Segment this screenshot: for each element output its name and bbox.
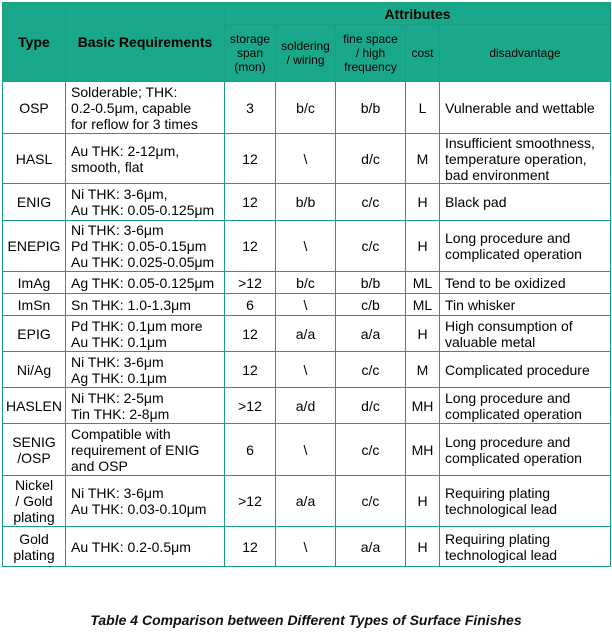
row-cost: H [406,476,440,527]
header-basic-requirements: Basic Requirements [66,3,225,82]
header-cost: cost [406,25,440,82]
row-storage-span: 12 [225,527,276,567]
header-soldering-wiring: soldering / wiring [276,25,336,82]
row-storage-span: 12 [225,184,276,221]
row-disadvantage: Requiring plating technological lead [440,527,611,567]
row-type: Gold plating [3,527,66,567]
row-type: SENIG /OSP [3,424,66,476]
row-storage-span: >12 [225,476,276,527]
table-row [3,294,611,316]
row-storage-span: 12 [225,316,276,352]
row-disadvantage: Tend to be oxidized [440,272,611,294]
row-type: ENEPIG [3,221,66,272]
row-fine-space: c/c [336,352,406,388]
row-storage-span: 3 [225,82,276,134]
row-cost: H [406,221,440,272]
row-fine-space: c/c [336,476,406,527]
row-storage-span: >12 [225,388,276,424]
row-fine-space: a/a [336,316,406,352]
row-basic-requirements: Ni THK: 3-6μm Au THK: 0.03-0.10μm [66,476,225,527]
row-cost: M [406,352,440,388]
table-row [3,476,611,527]
table-row [3,527,611,567]
row-fine-space: c/c [336,221,406,272]
header-storage-span: storage span (mon) [225,25,276,82]
row-type: ENIG [3,184,66,221]
row-disadvantage: Complicated procedure [440,352,611,388]
row-cost: MH [406,388,440,424]
header-disadvantage: disadvantage [440,25,611,82]
header-attributes: Attributes [225,3,611,25]
row-fine-space: d/c [336,134,406,184]
row-basic-requirements: Au THK: 2-12μm, smooth, flat [66,134,225,184]
table-row [3,184,611,221]
row-storage-span: 12 [225,352,276,388]
row-storage-span: 12 [225,221,276,272]
row-type: Ni/Ag [3,352,66,388]
row-cost: ML [406,294,440,316]
row-storage-span: >12 [225,272,276,294]
row-fine-space: b/b [336,272,406,294]
row-disadvantage: Insufficient smoothness, temperature operation, bad environment [440,134,611,184]
row-type: EPIG [3,316,66,352]
row-soldering-wiring: \ [276,134,336,184]
row-type: ImSn [3,294,66,316]
table-row [3,221,611,272]
row-soldering-wiring: b/b [276,184,336,221]
row-disadvantage: Long procedure and complicated operation [440,388,611,424]
row-disadvantage: Vulnerable and wettable [440,82,611,134]
table-row [3,388,611,424]
row-basic-requirements: Compatible with requirement of ENIG and OSP [66,424,225,476]
table-row [3,424,611,476]
row-storage-span: 6 [225,424,276,476]
row-cost: ML [406,272,440,294]
row-basic-requirements: Ni THK: 3-6μm Pd THK: 0.05-0.15μm Au THK: 0.025-0.05μm [66,221,225,272]
row-soldering-wiring: a/a [276,316,336,352]
row-soldering-wiring: b/c [276,82,336,134]
row-soldering-wiring: a/a [276,476,336,527]
row-basic-requirements: Pd THK: 0.1μm more Au THK: 0.1μm [66,316,225,352]
row-type: HASL [3,134,66,184]
row-soldering-wiring: b/c [276,272,336,294]
row-cost: H [406,527,440,567]
row-type: OSP [3,82,66,134]
row-disadvantage: Long procedure and complicated operation [440,221,611,272]
table-row [3,134,611,184]
row-cost: MH [406,424,440,476]
row-type: HASLEN [3,388,66,424]
table-row [3,82,611,134]
row-disadvantage: Tin whisker [440,294,611,316]
row-soldering-wiring: a/d [276,388,336,424]
row-fine-space: c/b [336,294,406,316]
row-basic-requirements: Ni THK: 2-5μm Tin THK: 2-8μm [66,388,225,424]
surface-finish-table [2,2,611,567]
row-disadvantage: Long procedure and complicated operation [440,424,611,476]
table-row [3,316,611,352]
row-basic-requirements: Ni THK: 3-6μm, Au THK: 0.05-0.125μm [66,184,225,221]
row-cost: H [406,316,440,352]
row-type: ImAg [3,272,66,294]
row-fine-space: a/a [336,527,406,567]
row-disadvantage: Requiring plating technological lead [440,476,611,527]
row-fine-space: c/c [336,184,406,221]
row-basic-requirements: Solderable; THK: 0.2-0.5μm, capable for reflow for 3 times [66,82,225,134]
row-basic-requirements: Au THK: 0.2-0.5μm [66,527,225,567]
table-caption: Table 4 Comparison between Different Types of Surface Finishes [90,612,522,628]
row-cost: M [406,134,440,184]
table-row [3,272,611,294]
row-basic-requirements: Ni THK: 3-6μm Ag THK: 0.1μm [66,352,225,388]
header-fine-space: fine space / high frequency [336,25,406,82]
row-basic-requirements: Sn THK: 1.0-1.3μm [66,294,225,316]
row-cost: L [406,82,440,134]
row-storage-span: 6 [225,294,276,316]
row-disadvantage: High consumption of valuable metal [440,316,611,352]
row-soldering-wiring: \ [276,424,336,476]
row-basic-requirements: Ag THK: 0.05-0.125μm [66,272,225,294]
row-cost: H [406,184,440,221]
row-soldering-wiring: \ [276,294,336,316]
row-type: Nickel / Gold plating [3,476,66,527]
row-fine-space: d/c [336,388,406,424]
row-soldering-wiring: \ [276,352,336,388]
table-row [3,352,611,388]
row-fine-space: b/b [336,82,406,134]
row-soldering-wiring: \ [276,221,336,272]
header-type: Type [3,3,66,82]
row-soldering-wiring: \ [276,527,336,567]
row-disadvantage: Black pad [440,184,611,221]
row-storage-span: 12 [225,134,276,184]
row-fine-space: c/c [336,424,406,476]
